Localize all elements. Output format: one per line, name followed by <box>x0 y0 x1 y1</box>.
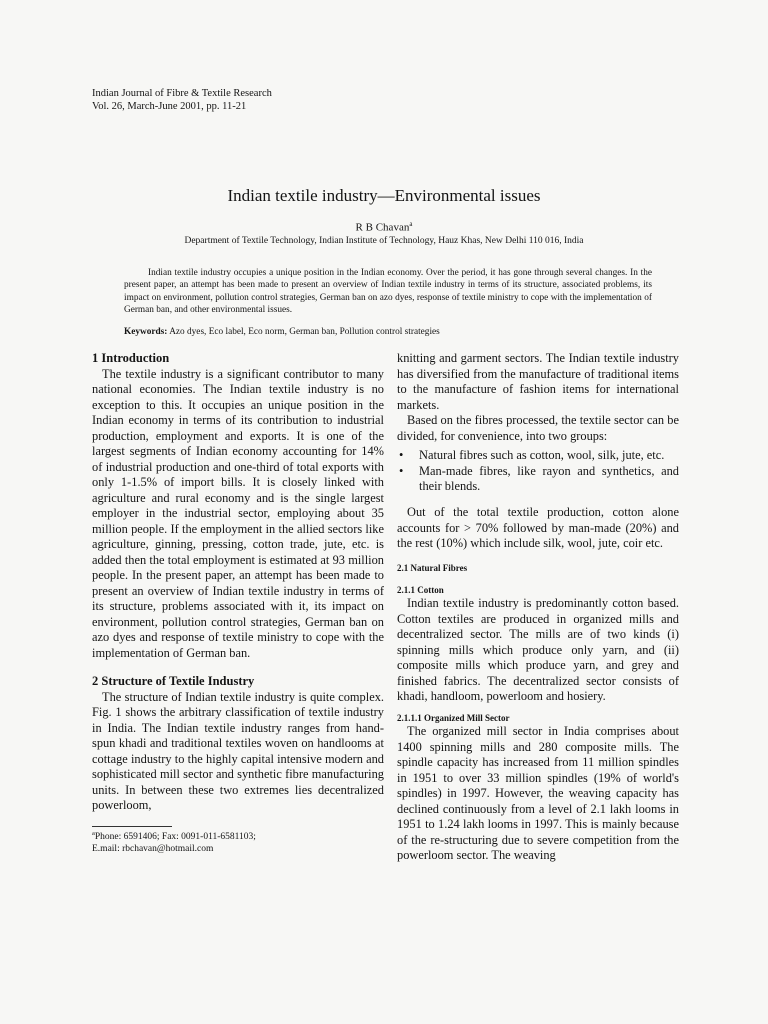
journal-header <box>92 88 272 113</box>
abstract: Indian textile industry occupies a unique position in the Indian economy. Over the period, it has gone through several changes. In the present paper, an attempt has been made to present an overview of Indian textile industry in terms of its structure, associated problems, its impact on environment, pollution control strategies, German ban on azo dyes, response of textile ministry to cope with the implementation of German ban, and other environmental issues. <box>124 268 652 315</box>
bullet: • <box>399 448 404 462</box>
intro-paragraph: The textile industry is a significant contributor to many national economies. The Indian textile industry is no exception to this. It occupies an unique position in the Indian economy in terms of its contribution to industrial production, employment and exports. It is one of the largest segments of Indian economy accounting for 14% of industrial production and one-third of total exports with only 1-1.5% of import bills. It is closely linked with agriculture and rural economy and is the single largest employer in the industrial sector, employing about 35 million people. If the employment in the allied sectors like agriculture, ginning, pressing, cotton trade, jute, etc. is added then the total employment is estimated at 93 million people. In the present paper, an attempt has been made to present an overview of Indian textile industry in terms of its structure, problems associated with it, its impact on environment, pollution control strategies, German ban on azo dyes and response of textile ministry to cope with the implementation of German ban. <box>92 366 384 660</box>
mill-sector-heading: 2.1.1.1 Organized Mill Sector <box>397 713 510 723</box>
natural-fibres-heading: 2.1 Natural Fibres <box>397 563 468 573</box>
mill-sector-section <box>397 712 679 864</box>
keywords-label: Keywords: <box>124 327 168 337</box>
left-column-structure <box>92 674 384 814</box>
list-item: • Natural fibres such as cotton, wool, silk, jute, etc. <box>399 448 665 462</box>
right-column <box>397 351 679 444</box>
groups-intro: Based on the fibres processed, the textile sector can be divided, for convenience, into two groups: <box>397 413 679 443</box>
mill-sector-paragraph: The organized mill sector in India comprises about 1400 spinning mills and 280 composite mills. The spindle capacity has increased from 11 million spindles in 1951 to over 33 million spindles (19% of world's spindles) in 1997. However, the weaving capacity has declined continuously from a level of 2.1 lakh looms in 1951 to 1.24 lakh looms in 1997. This is mainly because of the re-structuring due to severe competition from the powerloom sector. The weaving <box>397 724 679 862</box>
cotton-section <box>397 584 679 705</box>
footnote-mark: a <box>92 830 95 837</box>
journal-name: Indian Journal of Fibre & Textile Research <box>92 88 272 99</box>
footnote-email: E.mail: rbchavan@hotmail.com <box>92 844 214 855</box>
left-column <box>92 351 384 661</box>
author-line <box>0 220 768 234</box>
footnote-phone: Phone: 6591406; Fax: 0091-011-6581103; <box>94 832 256 843</box>
keywords <box>124 327 684 337</box>
footnote-rule <box>92 826 172 827</box>
affiliation: Department of Textile Technology, Indian Institute of Technology, Hauz Khas, New Delhi 110 016, India <box>184 236 584 246</box>
intro-heading: 1 Introduction <box>92 351 170 365</box>
production-block <box>397 505 679 552</box>
paper-title: Indian textile industry—Environmental issues <box>227 186 541 205</box>
structure-heading: 2 Structure of Textile Industry <box>92 674 255 688</box>
keywords-text: Azo dyes, Eco label, Eco norm, German ban, Pollution control strategies <box>167 327 440 337</box>
production-paragraph: Out of the total textile production, cotton alone accounts for > 70% followed by man-made (20%) and the rest (10%) which include silk, wool, jute, coir etc. <box>397 505 679 550</box>
cotton-heading: 2.1.1 Cotton <box>397 585 444 595</box>
footnote <box>92 828 256 855</box>
natural-fibres-section <box>397 562 679 574</box>
journal-volume: Vol. 26, March-June 2001, pp. 11-21 <box>92 100 247 112</box>
bullet: • <box>399 463 404 478</box>
structure-paragraph: The structure of Indian textile industry is quite complex. Fig. 1 shows the arbitrary classification of textile industry in India. The Indian textile industry ranges from hand-spun khadi and traditional textiles woven on handlooms at cottage industry to the highly capital intensive modern and sophisticated mill sector and synthetic fibre manufacturing units. In between these two extremes lies decentralized powerloom, <box>92 689 384 812</box>
cotton-paragraph: Indian textile industry is predominantly cotton based. Cotton textiles are produced in organized mills and decentralized sector. The mills are of two kinds (i) spinning mills which produce only yarn, and (ii) composite mills which produce yarn, and grey and finished fabrics. The decentralized sector consists of khadi, handloom, powerloom and hosiery. <box>397 596 679 703</box>
fibre-groups-list <box>397 448 679 495</box>
author-footnote-mark: a <box>409 220 413 228</box>
continuation-paragraph: knitting and garment sectors. The Indian textile industry has diversified from the manufacture of traditional items to the manufacture of fashion items for international markets. <box>397 351 679 412</box>
author-name: R B Chavan <box>355 221 410 234</box>
list-item: • Man-made fibres, like rayon and synthetics, and their blends. <box>399 463 679 493</box>
